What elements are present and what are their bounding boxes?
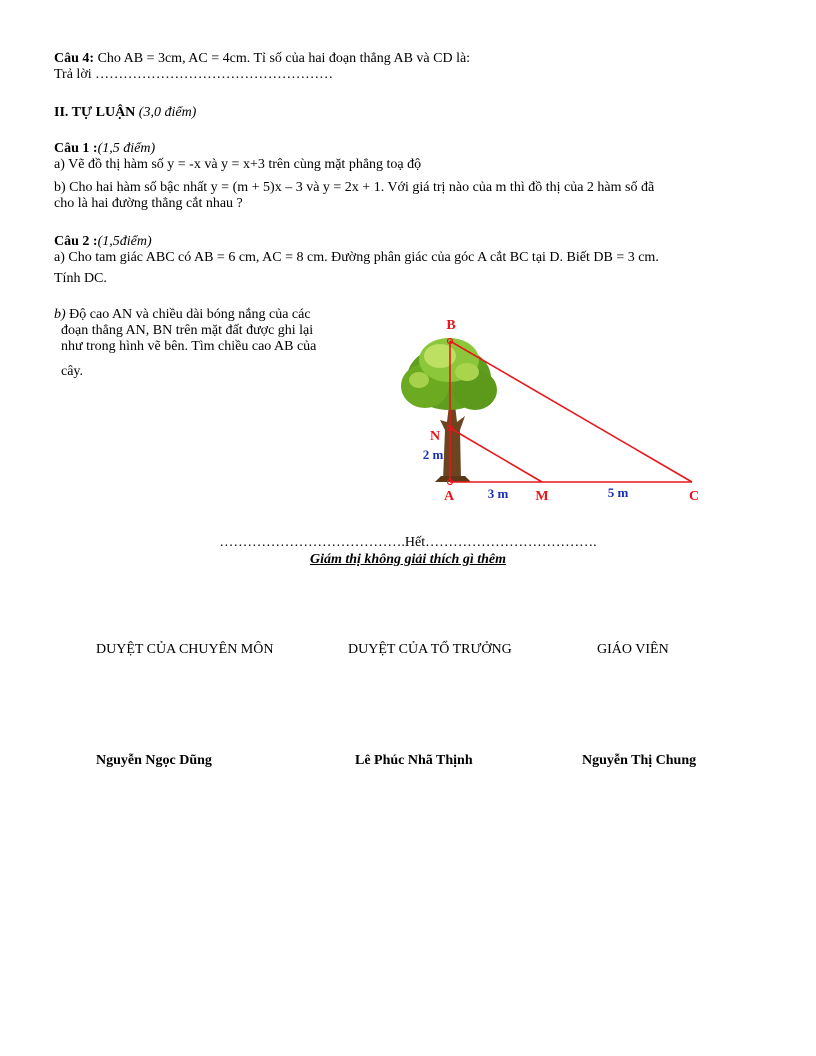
part-2-heading (54, 105, 196, 121)
signature-col3-title: GIÁO VIÊN (597, 642, 669, 657)
question-c2-a-line2: Tính DC. (54, 271, 107, 286)
end-note: Giám thị không giải thích gì thêm (309, 552, 507, 567)
tree-roots (435, 476, 471, 482)
question-c1-b-line1: b) Cho hai hàm số bậc nhất y = (m + 5)x – 3 và y = 2x + 1. Với giá trị nào của m thì đồ thị của 2 hàm số đã (54, 180, 655, 195)
label-B: B (446, 318, 456, 333)
end-note-wrap (0, 552, 816, 568)
label-C: C (688, 489, 700, 504)
question-c2-heading (54, 234, 152, 250)
tree-shadow-figure (385, 310, 715, 510)
signature-col2-title: DUYỆT CỦA TỔ TRƯỞNG (348, 642, 512, 657)
signature-col2-name: Lê Phúc Nhã Thịnh (355, 753, 473, 768)
question-c2-b-line4: cây. (61, 364, 84, 379)
question-c2-b-text1: Độ cao AN và chiều dài bóng nắng của các (65, 307, 311, 322)
question-c2-b-label: b) (54, 307, 66, 322)
part-2-title: II. TỰ LUẬN (54, 105, 136, 120)
question-4-text: Cho AB = 3cm, AC = 4cm. Tỉ số của hai đoạn thẳng AB và CD là: (94, 51, 471, 66)
question-c2-b-line2: đoạn thẳng AN, BN trên mặt đất được ghi lại (61, 323, 314, 338)
question-c1-heading (54, 141, 155, 157)
question-c2-a-line1: a) Cho tam giác ABC có AB = 6 cm, AC = 8 cm. Đường phân giác của góc A cắt BC tại D. Biết DB = 3 cm. (54, 250, 659, 265)
signature-col3-name: Nguyễn Thị Chung (582, 753, 697, 768)
question-4-label: Câu 4: (54, 51, 95, 66)
label-M: M (535, 489, 549, 504)
measure-MC: 5 m (607, 485, 629, 500)
question-c2-b-line1 (54, 307, 311, 323)
measure-AN: 2 m (422, 447, 444, 462)
end-line: ………………………………….Hết………………………………. (219, 535, 597, 550)
measure-AM: 3 m (487, 486, 509, 501)
question-c1-b-line2: cho là hai đường thẳng cắt nhau ? (54, 196, 243, 211)
question-c2-b-line3: như trong hình vẽ bên. Tìm chiều cao AB của (61, 339, 317, 354)
label-N: N (429, 429, 441, 444)
tree-highlight (424, 344, 456, 368)
question-c1-a: a) Vẽ đồ thị hàm số y = -x và y = x+3 trên cùng mặt phẳng toạ độ (54, 157, 422, 172)
label-A: A (443, 489, 455, 504)
tree-trunk (440, 405, 465, 480)
question-4-answer: Trả lời …………………………………………… (54, 67, 334, 82)
segment-BC (450, 341, 692, 482)
signature-col1-name: Nguyễn Ngọc Dũng (96, 753, 212, 768)
tree-highlight-2 (455, 363, 479, 381)
segment-NM (450, 428, 542, 482)
tree-highlight-3 (409, 372, 429, 388)
question-c1-label: Câu 1 : (54, 141, 98, 156)
triangle-lines (448, 339, 693, 485)
signature-col1-title: DUYỆT CỦA CHUYÊN MÔN (96, 642, 274, 657)
question-4 (54, 51, 470, 67)
part-2-points: (3,0 điểm) (135, 105, 197, 120)
question-c2-label: Câu 2 : (54, 234, 98, 249)
question-c1-points: (1,5 điểm) (97, 141, 156, 156)
question-c2-points: (1,5điểm) (97, 234, 152, 249)
